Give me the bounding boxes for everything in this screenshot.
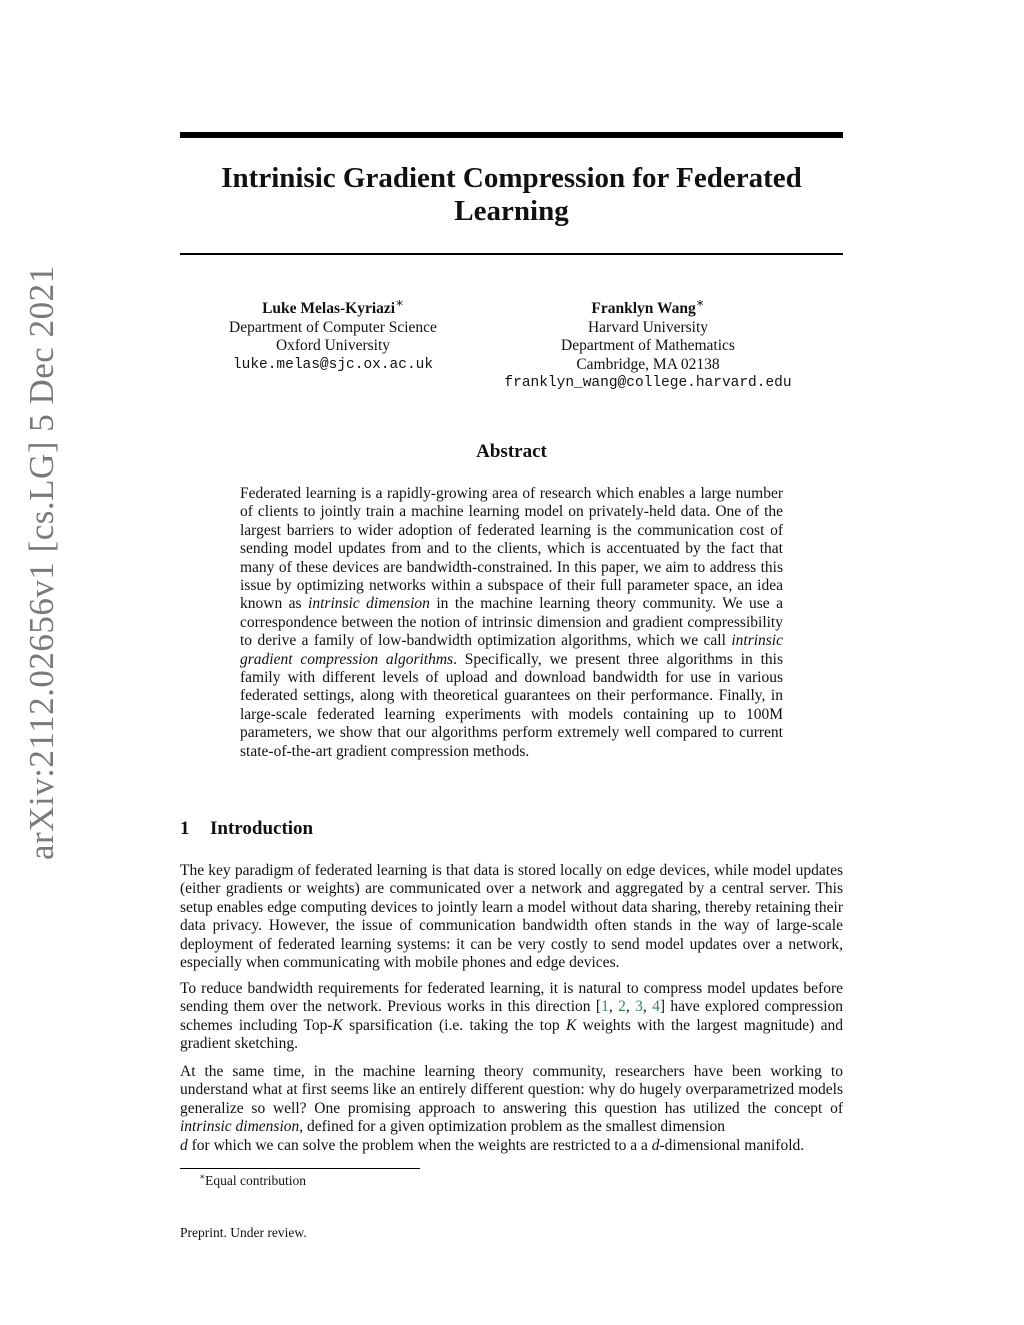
author-2-footnote-mark: ∗	[695, 294, 705, 310]
author-1-institution: Oxford University	[275, 337, 391, 354]
intro-paragraph-2: To reduce bandwidth requirements for federated learning, it is natural to compress model updates before sending them over the network. Previous works in this direction [1, 2, 3, 4] have explored compression schemes including Top-K sparsification (i.e. taking the top K weights with the largest magnitude) and gradient sketching.	[180, 980, 844, 1053]
intro-p3-part-d: -dimensional manifold.	[659, 1136, 805, 1154]
title-top-rule	[180, 132, 843, 138]
author-2	[480, 294, 816, 393]
abstract-text	[240, 485, 783, 761]
intro-p2-part-c: sparsification (i.e. taking the top	[342, 1016, 566, 1034]
title-bottom-rule	[180, 253, 843, 255]
abstract-part-2: in the machine learning theory community. We use a correspondence between the notion of intrinsic dimension and gradient compressibility to derive a family of low-bandwidth optimization algorithms, which we call	[240, 595, 783, 650]
intro-p3-part-c: for which we can solve the problem when the weights are restricted to a a	[187, 1136, 652, 1154]
intro-p3-emphasis: intrinsic dimension	[180, 1118, 300, 1136]
footnote-mark: ∗	[199, 1171, 206, 1182]
citation-4[interactable]: 4	[652, 998, 660, 1016]
citation-1[interactable]: 1	[601, 998, 609, 1016]
section-number: 1	[180, 818, 190, 839]
math-var-k: K	[332, 1016, 343, 1034]
author-1-footnote-mark: ∗	[395, 294, 404, 310]
math-var-d: d	[180, 1136, 188, 1154]
author-1-department: Department of Computer Science	[229, 318, 437, 336]
footnote-rule	[180, 1168, 420, 1169]
author-2-name: Franklyn Wang	[591, 300, 696, 317]
author-2-address: Cambridge, MA 02138	[576, 355, 720, 373]
intro-paragraph-3	[180, 1063, 843, 1155]
intro-p3-part-b: , defined for a given optimization problem as the smallest dimension	[299, 1118, 725, 1136]
abstract-heading: Abstract	[476, 441, 547, 462]
math-var-d-2: d	[651, 1136, 660, 1154]
abstract-part-3: . Specifically, we present three algorithms in this family with different levels of upload and download bandwidth for use in various federated settings, along with theoretical guarantees on their performance. Finally, in large-scale federated learning experiments with models containing up to 100M parameters, we show that our algorithms perform extremely well compared to current state-of-the-art gradient compression methods.	[240, 650, 783, 760]
author-1-email[interactable]: luke.melas@sjc.ox.ac.uk	[232, 356, 434, 373]
math-var-k-2: K	[565, 1016, 577, 1034]
citation-2[interactable]: 2	[618, 998, 626, 1016]
author-1	[198, 294, 468, 374]
abstract-emphasis-2: intrinsic gradient compression algorithms	[240, 632, 783, 668]
author-2-department: Department of Mathematics	[561, 337, 735, 354]
author-2-institution: Harvard University	[587, 318, 709, 336]
intro-p2-part-d: weights with the largest magnitude) and gradient sketching.	[180, 1016, 843, 1053]
intro-p2-part-a: To reduce bandwidth requirements for federated learning, it is natural to compress model updates before sending them over the network. Previous works in this direction [	[180, 980, 843, 1016]
author-2-email[interactable]: franklyn_wang@college.harvard.edu	[504, 375, 792, 391]
citation-3[interactable]: 3	[635, 998, 643, 1016]
paper-title: Intrinisic Gradient Compression for Federated Learning	[221, 162, 802, 227]
arxiv-identifier: arXiv:2112.02656v1 [cs.LG] 5 Dec 2021	[22, 265, 61, 860]
section-title: Introduction	[210, 818, 314, 839]
intro-p2-part-b: ] have explored compression schemes including Top-	[180, 998, 844, 1034]
intro-p3-part-a: At the same time, in the machine learning theory community, researchers have been working to understand what at first seems like an entirely different question: why do hugely overparametrized models generalize so well? One promising approach to answering this question has utilized the concept of	[180, 1063, 843, 1117]
footnote	[199, 1173, 306, 1189]
author-1-name: Luke Melas-Kyriazi	[262, 300, 396, 317]
intro-paragraph-1: The key paradigm of federated learning is that data is stored locally on edge devices, while model updates (either gradients or weights) are communicated over a network and aggregated by a central server. This setup enables edge computing devices to jointly learn a model without data sharing, thereby retaining their data privacy. However, the issue of communication bandwidth often stands in the way of large-scale deployment of federated learning systems: it can be very costly to send model updates over a network, especially when communicating with mobile phones and edge devices.	[180, 862, 843, 972]
abstract-emphasis-1: intrinsic dimension	[308, 595, 430, 613]
abstract-part-1: Federated learning is a rapidly-growing area of research which enables a large number of clients to jointly train a machine learning model on privately-held data. One of the largest barriers to wider adoption of federated learning is the communication cost of sending model updates from and to the clients, which is accentuated by the fact that many of these devices are bandwidth-constrained. In this paper, we aim to address this issue by optimizing networks within a subspace of their full parameter space, an idea known as	[240, 485, 783, 613]
section-heading-introduction	[180, 818, 313, 840]
footnote-text: Equal contribution	[205, 1173, 306, 1188]
preprint-notice: Preprint. Under review.	[180, 1225, 307, 1240]
